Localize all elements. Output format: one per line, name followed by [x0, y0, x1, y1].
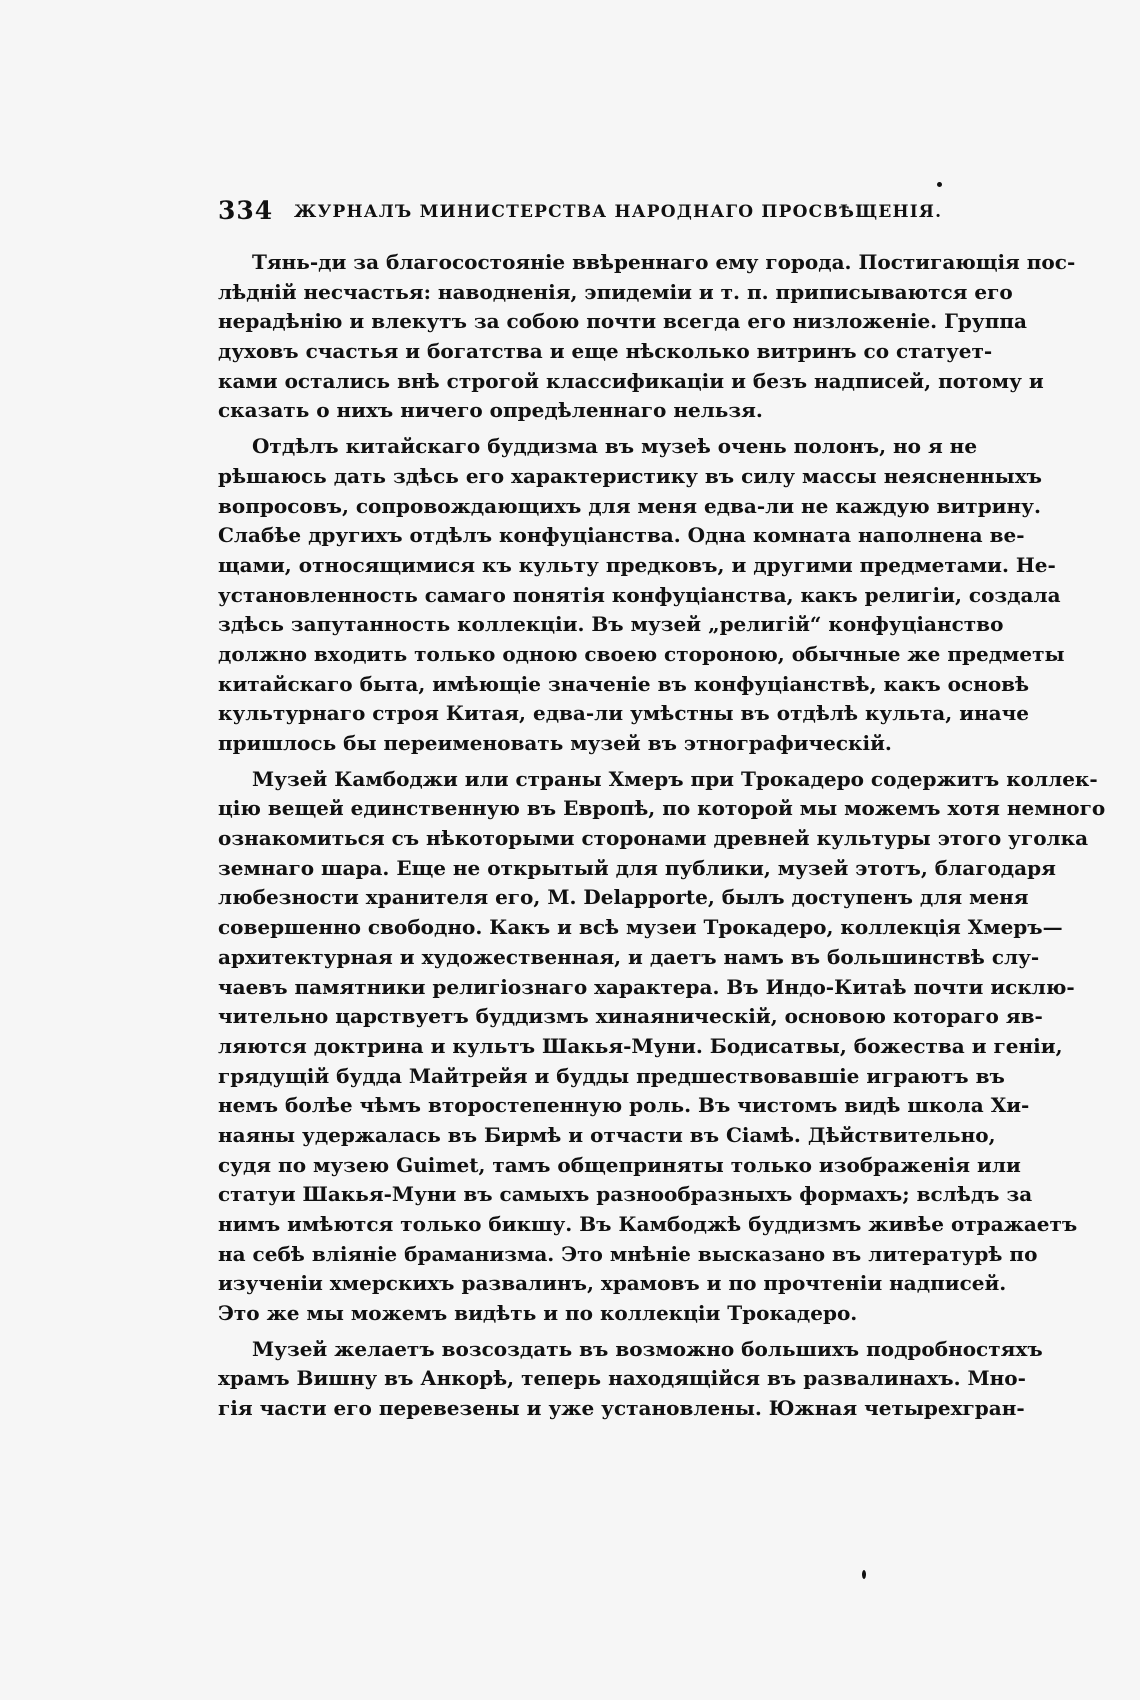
text-line: на себѣ вліяніе браманизма. Это мнѣніе высказано въ литературѣ по	[218, 1241, 1038, 1266]
text-line: лѣдній несчастья: наводненія, эпидеміи и т. п. приписываются его	[218, 279, 1013, 304]
paragraph	[218, 1335, 1043, 1424]
page-header	[218, 196, 978, 230]
text-line: духовъ счастья и богатства и еще нѣсколько витринъ со статует-	[218, 339, 993, 364]
page-number: 334	[218, 196, 274, 225]
text-line: грядущій будда Майтрейя и будды предшествовавшіе играютъ въ	[218, 1063, 1005, 1088]
text-line: Тянь-ди за благосостояніе ввѣреннаго ему города. Постигающія пос-	[252, 250, 1076, 274]
text-line: статуи Шакья-Муни въ самыхъ разнообразныхъ формахъ; вслѣдъ за	[218, 1182, 1033, 1207]
text-line: наяны удержалась въ Бирмѣ и отчасти въ Сіамѣ. Дѣйствительно,	[218, 1122, 996, 1147]
text-line: земнаго шара. Еще не открытый для публики, музей этотъ, благодаря	[218, 855, 1056, 880]
text-line: должно входить только одною своею стороною, обычные же предметы	[218, 641, 1065, 666]
text-line: пришлось бы переименовать музей въ этнографическій.	[218, 731, 892, 755]
text-line: китайскаго быта, имѣющіе значеніе въ конфуціанствѣ, какъ основѣ	[218, 671, 1030, 696]
text-line: совершенно свободно. Какъ и всѣ музеи Трокадеро, коллекція Хмеръ—	[218, 915, 1063, 940]
text-line: архитектурная и художественная, и даетъ намъ въ большинствѣ слу-	[218, 944, 1040, 969]
paragraph	[218, 248, 1076, 426]
text-line: здѣсь запутанность коллекціи. Въ музей „религій“ конфуціанство	[218, 612, 1004, 637]
paragraph	[218, 432, 1065, 759]
text-line: ознакомиться съ нѣкоторыми сторонами древней культуры этого уголка	[218, 826, 1089, 851]
text-line: культурнаго строя Китая, едва-ли умѣстны въ отдѣлѣ культа, иначе	[218, 701, 1029, 726]
text-line: щами, относящимися къ культу предковъ, и другими предметами. Не-	[218, 552, 1056, 577]
text-line: нерадѣнію и влекутъ за собою почти всегда его низложеніе. Группа	[218, 309, 1027, 334]
running-title: ЖУРНАЛЪ МИНИСТЕРСТВА НАРОДНАГО ПРОСВѢЩЕНІЯ.	[294, 202, 943, 222]
text-line: ляются доктрина и культъ Шакья-Муни. Бодисатвы, божества и геніи,	[218, 1033, 1063, 1058]
text-line: сказать о нихъ ничего опредѣленнаго нельзя.	[218, 398, 763, 423]
text-line: Это же мы можемъ видѣть и по коллекціи Трокадеро.	[218, 1301, 858, 1326]
text-line: судя по музею Guimet, тамъ общеприняты только изображенія или	[218, 1152, 1021, 1177]
text-line: рѣшаюсь дать здѣсь его характеристику въ силу массы неясненныхъ	[218, 463, 1042, 488]
text-line: нимъ имѣются только бикшу. Въ Камбоджѣ буддизмъ живѣе отражаетъ	[218, 1212, 1078, 1236]
text-line: изученіи хмерскихъ развалинъ, храмовъ и по прочтеніи надписей.	[218, 1271, 1007, 1296]
text-line: немъ болѣе чѣмъ второстепенную роль. Въ чистомъ видѣ школа Хи-	[218, 1093, 1030, 1118]
text-line: храмъ Вишну въ Анкорѣ, теперь находящійся въ развалинахъ. Мно-	[218, 1366, 1026, 1391]
text-line: вопросовъ, сопровождающихъ для меня едва-ли не каждую витрину.	[218, 493, 1041, 518]
text-line: Слабѣе другихъ отдѣлъ конфуціанства. Одна комната наполнена ве-	[218, 523, 1025, 548]
ink-speck	[862, 1570, 866, 1579]
body-text	[218, 248, 1106, 1424]
text-line: ками остались внѣ строгой классификаціи и безъ надписей, потому и	[218, 368, 1044, 393]
text-line: Музей желаетъ возсоздать въ возможно большихъ подробностяхъ	[252, 1336, 1043, 1361]
paragraph	[218, 765, 1106, 1329]
text-line: установленность самаго понятія конфуціанства, какъ религіи, создала	[218, 582, 1061, 607]
ink-speck	[937, 182, 942, 187]
text-line: цію вещей единственную въ Европѣ, по которой мы можемъ хотя немного	[218, 796, 1106, 821]
text-line: гія части его перевезены и уже установлены. Южная четырехгран-	[218, 1396, 1025, 1421]
text-line: Отдѣлъ китайскаго буддизма въ музеѣ очень полонъ, но я не	[252, 434, 978, 459]
text-line: Музей Камбоджи или страны Хмеръ при Трокадеро содержитъ коллек-	[252, 766, 1098, 791]
text-line: чаевъ памятники религіознаго характера. Въ Индо-Китаѣ почти исклю-	[218, 974, 1075, 999]
text-line: чительно царствуетъ буддизмъ хинаяническій, основою котораго яв-	[218, 1004, 1043, 1029]
text-line: любезности хранителя его, M. Delapporte, былъ доступенъ для меня	[218, 885, 1029, 910]
